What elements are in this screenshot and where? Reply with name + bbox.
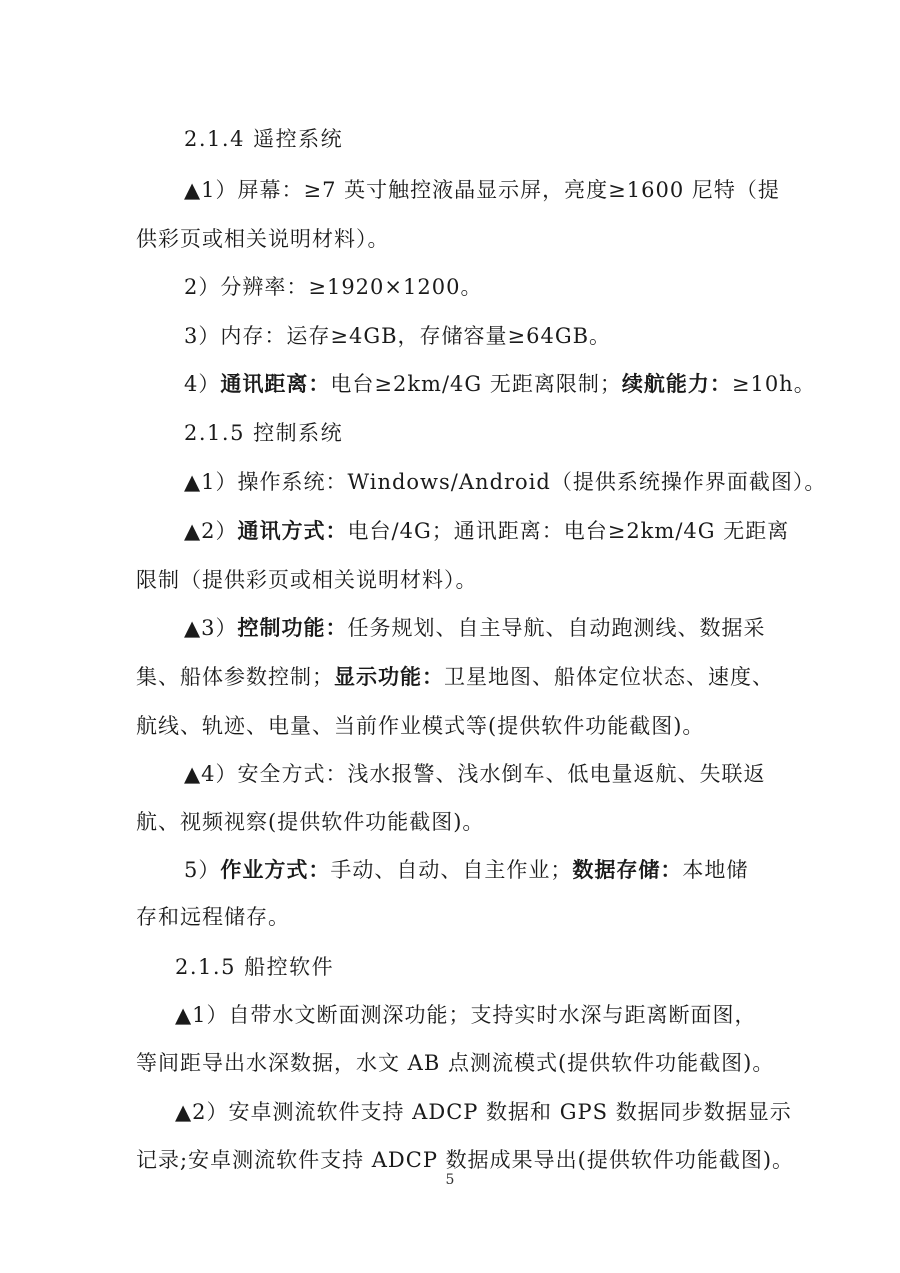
paragraph-line: 存和远程储存。 bbox=[136, 905, 290, 929]
paragraph-line: 5）作业方式：手动、自动、自主作业；数据存储：本地储 bbox=[184, 857, 749, 882]
paragraph-line: ▲1）屏幕：≥7 英寸触控液晶显示屏，亮度≥1600 尼特（提 bbox=[184, 178, 780, 202]
paragraph-line: ▲4）安全方式：浅水报警、浅水倒车、低电量返航、失联返 bbox=[184, 762, 766, 786]
section-heading-2-1-4: 2.1.4 遥控系统 bbox=[184, 127, 344, 151]
paragraph-line: 等间距导出水深数据，水文 AB 点测流模式(提供软件功能截图)。 bbox=[136, 1051, 775, 1075]
bold-label: 作业方式： bbox=[220, 857, 331, 882]
paragraph-line: ▲2）通讯方式：电台/4G；通讯距离：电台≥2km/4G 无距离 bbox=[184, 518, 790, 543]
paragraph-line: 2）分辨率：≥1920×1200。 bbox=[184, 275, 483, 299]
paragraph-line: ▲1）自带水文断面测深功能；支持实时水深与距离断面图， bbox=[175, 1003, 757, 1027]
paragraph-line: 3）内存：运存≥4GB，存储容量≥64GB。 bbox=[184, 324, 612, 348]
paragraph-line: 集、船体参数控制；显示功能：卫星地图、船体定位状态、速度、 bbox=[136, 664, 774, 689]
bold-label: 数据存储： bbox=[572, 857, 683, 882]
bold-label: 控制功能： bbox=[237, 615, 348, 640]
paragraph-line: 4）通讯距离：电台≥2km/4G 无距离限制；续航能力：≥10h。 bbox=[184, 371, 816, 396]
paragraph-line: ▲2）安卓测流软件支持 ADCP 数据和 GPS 数据同步数据显示 bbox=[175, 1100, 792, 1124]
bold-label: 显示功能： bbox=[334, 664, 444, 689]
paragraph-line: ▲1）操作系统：Windows/Android（提供系统操作界面截图）。 bbox=[184, 470, 827, 494]
bold-label: 通讯距离： bbox=[220, 371, 331, 396]
paragraph-line: 航线、轨迹、电量、当前作业模式等(提供软件功能截图)。 bbox=[136, 714, 705, 738]
paragraph-line: 航、视频视察(提供软件功能截图)。 bbox=[136, 810, 485, 834]
page-number: 5 bbox=[445, 1172, 455, 1188]
bold-label: 续航能力： bbox=[621, 371, 732, 396]
paragraph-line: 记录;安卓测流软件支持 ADCP 数据成果导出(提供软件功能截图)。 bbox=[136, 1148, 795, 1172]
section-heading-2-1-5-software: 2.1.5 船控软件 bbox=[175, 955, 335, 979]
paragraph-line: 供彩页或相关说明材料）。 bbox=[136, 227, 390, 251]
bold-label: 通讯方式： bbox=[237, 518, 348, 543]
section-heading-2-1-5-control: 2.1.5 控制系统 bbox=[184, 421, 344, 445]
paragraph-line: 限制（提供彩页或相关说明材料）。 bbox=[136, 568, 478, 592]
paragraph-line: ▲3）控制功能：任务规划、自主导航、自动跑测线、数据采 bbox=[184, 615, 766, 640]
